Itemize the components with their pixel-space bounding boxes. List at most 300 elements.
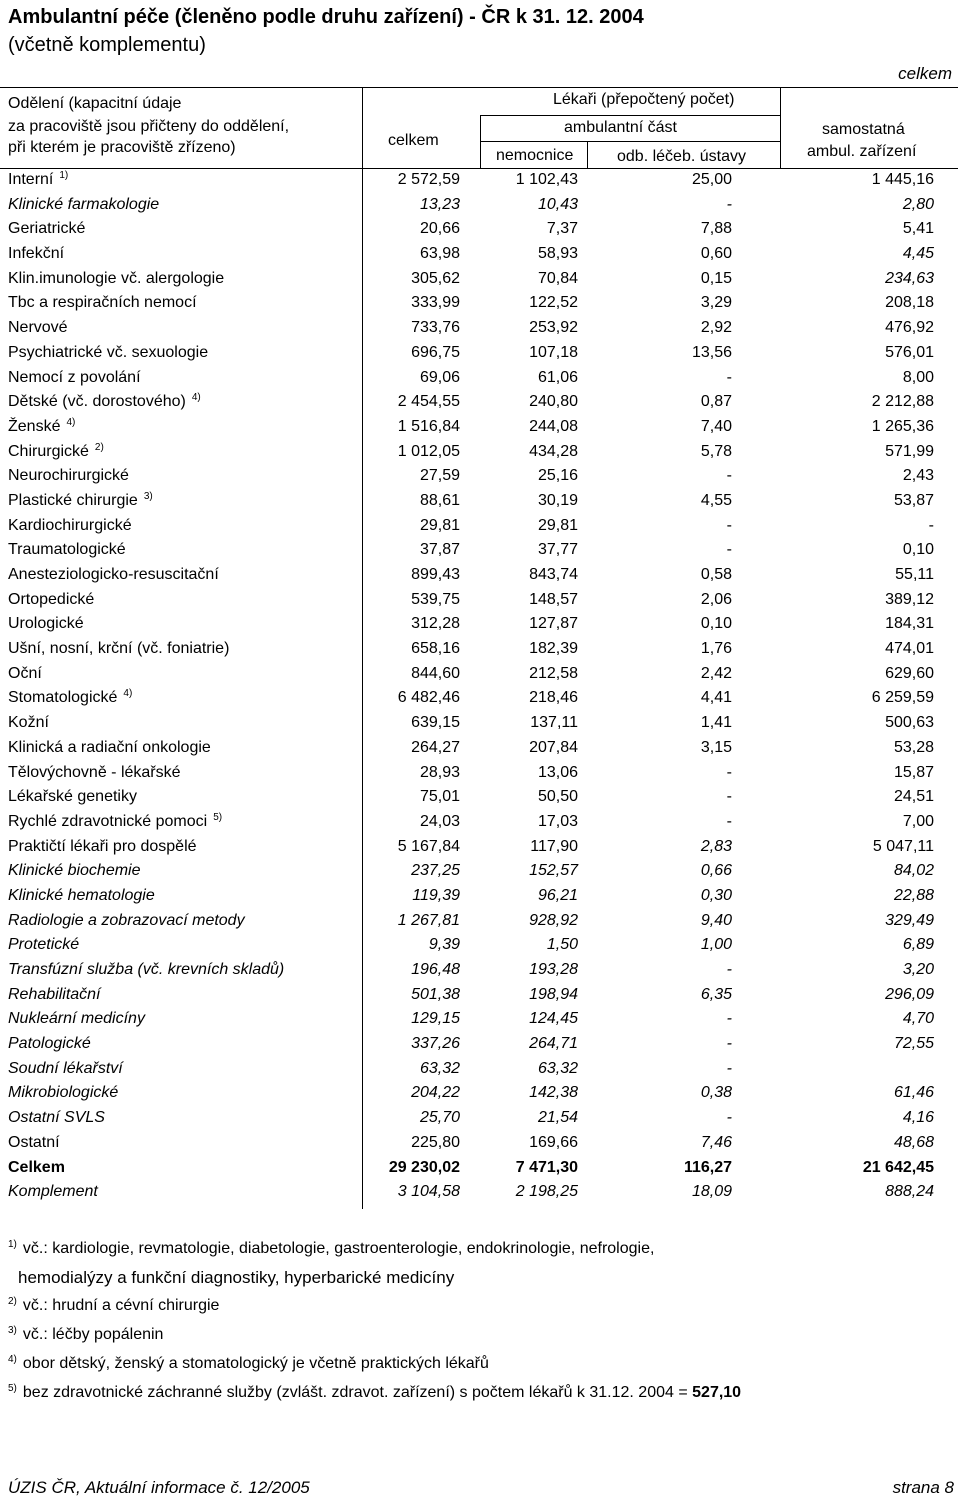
value-samostatna-ambul: 329,49 [885,911,934,929]
value-odb-leceb-ustavy: 4,41 [700,689,732,707]
value-celkem: 24,03 [419,812,460,830]
value-celkem: 37,87 [419,541,460,559]
row-label [8,591,94,609]
value-celkem: 204,22 [411,1084,460,1102]
row-label-text: Anesteziologicko-resuscitační [8,566,219,583]
value-odb-leceb-ustavy: 0,30 [700,886,732,904]
row-label-text: Praktičtí lékaři pro dospělé [8,837,197,855]
footnote-5-value: 527,10 [692,1384,742,1401]
value-nemocnice: 50,50 [537,788,578,806]
table-row [0,440,960,465]
row-label [8,1084,118,1102]
row-label-text: Plastické chirurgie [8,491,138,509]
value-celkem: 75,01 [419,788,460,806]
value-celkem: 196,48 [411,961,460,978]
value-samostatna-ambul: 2,43 [902,467,934,485]
value-odb-leceb-ustavy: - [726,1059,732,1077]
table-row [0,884,960,909]
footnote-1 [8,1240,654,1258]
value-nemocnice: 124,45 [529,1010,578,1028]
footnote-1-text: vč.: kardiologie, revmatologie, diabetologie, gastroenterologie, endokrinologie, nefrologie, [22,1240,655,1257]
value-celkem: 333,99 [411,294,460,312]
value-celkem: 844,60 [411,664,460,682]
row-label [8,220,85,238]
row-label-text: Interní [8,171,54,188]
table-row [0,859,960,884]
value-samostatna-ambul: 5 047,11 [872,837,934,855]
row-label [8,492,153,510]
row-label [8,1035,91,1053]
value-nemocnice: 137,11 [530,714,578,732]
footnote-3-text: vč.: léčby popálenin [22,1326,164,1343]
table-row [0,316,960,341]
row-label-text: Nemocí z povolání [8,368,141,386]
footnote-2-marker: 2) [8,1296,17,1307]
value-odb-leceb-ustavy: 2,92 [700,319,732,337]
value-celkem: 69,06 [419,368,460,386]
table-row [0,909,960,934]
value-odb-leceb-ustavy: 9,40 [700,911,732,929]
value-nemocnice: 37,77 [537,541,578,559]
row-label-text: Celkem [8,1158,65,1176]
value-celkem: 225,80 [411,1133,460,1151]
value-samostatna-ambul: 2,80 [902,195,934,213]
value-samostatna-ambul: 476,92 [885,319,934,337]
row-label [8,764,181,782]
table-row [0,686,960,711]
value-odb-leceb-ustavy: 6,35 [700,985,732,1003]
table-row [0,1180,960,1205]
footnote-5-text: bez zdravotnické záchranné služby (zvlášt. zdravot. zařízení) s počtem lékařů k 31.12. 2004 = [22,1384,688,1401]
value-samostatna-ambul: 5,41 [902,220,934,238]
row-label-text: Patologické [8,1035,91,1053]
row-label [8,862,141,880]
table-row [0,637,960,662]
table-row [0,464,960,489]
row-label-text: Klinické hematologie [8,886,155,904]
value-samostatna-ambul: 1 265,36 [871,417,934,435]
value-odb-leceb-ustavy: 0,87 [700,393,732,411]
value-samostatna-ambul: 15,87 [893,763,934,781]
footnote-marker: 5) [213,811,223,823]
value-samostatna-ambul: 53,87 [893,491,934,509]
row-label-text: Neurochirurgické [8,467,129,485]
table-row [0,267,960,292]
value-nemocnice: 7 471,30 [515,1158,578,1176]
row-label [8,443,104,461]
value-celkem: 6 482,46 [397,689,460,707]
value-celkem: 13,23 [419,195,460,213]
row-label-text: Kožní [8,714,49,732]
value-odb-leceb-ustavy: 4,55 [700,491,732,509]
value-samostatna-ambul: 8,00 [902,368,934,386]
value-nemocnice: 63,32 [537,1059,578,1077]
row-label [8,1010,145,1028]
value-nemocnice: 1 102,43 [515,171,578,188]
row-label-text: Mikrobiologické [8,1084,119,1102]
row-label-text: Ženské [8,417,61,435]
row-label [8,294,197,312]
row-label-text: Chirurgické [8,442,89,460]
row-label-text: Radiologie a zobrazovací metody [8,911,245,929]
value-celkem: 696,75 [411,343,460,361]
value-nemocnice: 107,18 [529,343,578,361]
row-label-text: Stomatologické [8,689,118,707]
table-row [0,933,960,958]
footer-source: ÚZIS ČR, Aktuální informace č. 12/2005 [8,1478,310,1497]
value-celkem: 1 267,81 [397,911,460,929]
value-odb-leceb-ustavy: 0,38 [700,1084,732,1102]
value-odb-leceb-ustavy: 1,41 [700,714,732,732]
header-odb-leceb: odb. léčeb. ústavy [617,148,746,165]
value-odb-leceb-ustavy: 18,09 [691,1183,732,1201]
value-samostatna-ambul: 389,12 [885,590,934,608]
value-odb-leceb-ustavy: - [726,368,732,386]
value-odb-leceb-ustavy: 2,83 [700,837,732,855]
row-label-text: Klinické biochemie [8,862,141,880]
footnote-5 [8,1384,741,1402]
value-odb-leceb-ustavy: - [726,961,732,978]
value-odb-leceb-ustavy: 1,00 [700,936,732,954]
footnote-3 [8,1326,163,1344]
value-nemocnice: 169,66 [529,1133,578,1151]
value-samostatna-ambul: 888,24 [885,1183,934,1201]
value-odb-leceb-ustavy: 0,10 [700,615,732,633]
value-samostatna-ambul: 0,10 [902,541,934,559]
table-row [0,291,960,316]
footnote-4-marker: 4) [8,1354,17,1365]
value-celkem: 312,28 [411,615,460,633]
value-nemocnice: 218,46 [529,689,578,707]
footnote-marker: 4) [123,688,133,700]
row-label [8,1159,65,1177]
header-ambulantni-cast: ambulantní část [564,119,677,136]
value-nemocnice: 843,74 [529,566,578,583]
row-label [8,665,42,683]
header-celkem: celkem [388,132,439,149]
ambulantni-rule [480,141,780,142]
row-label-text: Ostatní [8,1133,60,1151]
value-celkem: 29 230,02 [388,1158,460,1176]
header-col0-line3: při kterém je pracoviště zřízeno) [8,139,236,156]
table-row [0,193,960,218]
value-nemocnice: 434,28 [529,442,578,460]
value-samostatna-ambul: 4,16 [902,1109,934,1127]
value-odb-leceb-ustavy: 1,76 [700,640,732,658]
table-row [0,711,960,736]
value-celkem: 733,76 [411,319,460,337]
table-row [0,588,960,613]
value-nemocnice: 182,39 [529,640,578,658]
row-label [8,615,84,633]
value-odb-leceb-ustavy: - [726,1010,732,1028]
row-label-text: Ortopedické [8,590,95,608]
value-samostatna-ambul: 629,60 [885,664,934,682]
value-samostatna-ambul: 4,45 [902,245,934,263]
value-nemocnice: 928,92 [529,911,578,929]
table-row [0,341,960,366]
value-celkem: 5 167,84 [397,837,460,855]
row-label [8,245,64,263]
value-samostatna-ambul: - [928,516,934,534]
value-celkem: 63,98 [419,245,460,263]
value-odb-leceb-ustavy: 7,40 [700,417,732,435]
value-odb-leceb-ustavy: 3,29 [700,294,732,312]
row-label [8,887,155,905]
value-celkem: 2 454,55 [397,393,460,411]
value-samostatna-ambul: 7,00 [902,812,934,830]
value-odb-leceb-ustavy: - [726,1035,732,1053]
value-celkem: 3 104,58 [397,1183,460,1201]
value-nemocnice: 253,92 [529,319,578,337]
value-samostatna-ambul: 1 445,16 [871,171,934,188]
table-row [0,810,960,835]
row-label-text: Protetické [8,936,80,954]
value-celkem: 337,26 [411,1035,460,1053]
value-odb-leceb-ustavy: 25,00 [691,171,732,188]
value-celkem: 25,70 [419,1109,460,1127]
value-celkem: 899,43 [411,566,460,583]
value-odb-leceb-ustavy: - [726,763,732,781]
row-label [8,640,229,658]
row-label [8,1183,98,1201]
table-row [0,958,960,983]
value-odb-leceb-ustavy: - [726,812,732,830]
value-samostatna-ambul: 571,99 [885,442,934,460]
footnote-5-marker: 5) [8,1383,17,1394]
value-nemocnice: 70,84 [537,269,578,287]
value-celkem: 237,25 [411,862,460,880]
page-subtitle: (včetně komplementu) [8,34,206,56]
value-samostatna-ambul: 6,89 [902,936,934,954]
row-label-text: Dětské (vč. dorostového) [8,393,186,411]
value-nemocnice: 58,93 [537,245,578,263]
footer-page-number: strana 8 [892,1478,954,1497]
row-label [8,541,126,559]
table-row [0,242,960,267]
value-odb-leceb-ustavy: 7,88 [700,220,732,238]
row-label [8,838,197,856]
table-row [0,1081,960,1106]
row-label-text: Klin.imunologie vč. alergologie [8,269,225,287]
header-col0-line1: Odělení (kapacitní údaje [8,95,182,112]
value-celkem: 119,39 [412,886,460,904]
col-divider-2 [480,115,481,168]
row-label-text: Lékařské genetiky [8,788,137,806]
table-row [0,761,960,786]
value-odb-leceb-ustavy: - [726,1109,732,1127]
row-label [8,196,159,214]
value-samostatna-ambul: 53,28 [893,738,934,756]
value-odb-leceb-ustavy: 3,15 [700,738,732,756]
row-label [8,714,49,732]
table-row [0,835,960,860]
row-label-text: Traumatologické [8,541,126,559]
header-top-rule [0,87,958,88]
header-ambul-zarizeni: ambul. zařízení [807,143,917,160]
value-nemocnice: 122,52 [529,294,578,312]
table-row [0,1032,960,1057]
value-celkem: 501,38 [411,985,460,1003]
value-celkem: 658,16 [411,640,460,658]
value-samostatna-ambul: 184,31 [885,615,934,633]
col-divider-4 [780,87,781,168]
table-row [0,538,960,563]
value-odb-leceb-ustavy: 0,60 [700,245,732,263]
value-celkem: 129,15 [411,1010,460,1028]
footnote-4 [8,1355,489,1373]
value-nemocnice: 212,58 [529,664,578,682]
row-label [8,369,141,387]
row-label [8,813,222,831]
row-label-text: Ostatní SVLS [8,1109,105,1127]
value-samostatna-ambul: 84,02 [893,862,934,880]
value-odb-leceb-ustavy: - [726,195,732,213]
value-nemocnice: 10,43 [537,195,578,213]
header-celkem-italic: celkem [898,64,952,83]
value-odb-leceb-ustavy: 13,56 [691,343,732,361]
value-samostatna-ambul: 6 259,59 [871,689,934,707]
header-col0-line2: za pracoviště jsou přičteny do oddělení, [8,118,290,135]
value-odb-leceb-ustavy: 116,27 [683,1158,732,1176]
table-row [0,612,960,637]
row-label-text: Soudní lékařství [8,1059,123,1077]
value-nemocnice: 61,06 [537,368,578,386]
value-odb-leceb-ustavy: 0,58 [700,566,732,583]
table-row [0,1131,960,1156]
table-row [0,1106,960,1131]
row-label-text: Ušní, nosní, krční (vč. foniatrie) [8,640,230,658]
header-samostatna: samostatná [822,121,905,138]
value-samostatna-ambul: 208,18 [885,294,934,312]
row-label [8,270,224,288]
value-nemocnice: 7,37 [546,220,578,238]
value-odb-leceb-ustavy: - [726,516,732,534]
value-nemocnice: 244,08 [529,417,578,435]
row-label [8,1109,105,1127]
value-celkem: 1 516,84 [397,417,460,435]
row-label-text: Tělovýchovně - lékařské [8,763,181,781]
value-nemocnice: 240,80 [529,393,578,411]
value-nemocnice: 264,71 [529,1035,578,1053]
value-nemocnice: 17,03 [537,812,578,830]
value-samostatna-ambul: 4,70 [902,1010,934,1028]
row-label-text: Komplement [8,1183,98,1201]
footnote-1-marker: 1) [8,1239,17,1250]
row-label-text: Klinická a radiační onkologie [8,738,211,756]
value-celkem: 27,59 [419,467,460,485]
value-celkem: 264,27 [411,738,460,756]
table-row [0,514,960,539]
row-label-text: Nervové [8,319,68,337]
row-label-text: Oční [8,664,42,682]
value-samostatna-ambul: 576,01 [885,343,934,361]
value-nemocnice: 142,38 [529,1084,578,1102]
footnote-marker: 1) [59,170,69,181]
value-nemocnice: 29,81 [537,516,578,534]
value-celkem: 29,81 [419,516,460,534]
value-celkem: 9,39 [428,936,460,954]
table-row [0,415,960,440]
footnote-marker: 3) [143,490,153,502]
row-label-text: Klinické farmakologie [8,195,160,213]
table-row [0,1007,960,1032]
row-label [8,566,219,584]
value-samostatna-ambul: 296,09 [885,985,934,1003]
value-odb-leceb-ustavy: - [726,541,732,559]
table-row [0,1156,960,1181]
value-celkem: 539,75 [411,590,460,608]
row-label [8,986,101,1004]
value-nemocnice: 198,94 [529,985,578,1003]
value-odb-leceb-ustavy: 0,15 [700,269,732,287]
header-lekari: Lékaři (přepočtený počet) [553,91,735,108]
value-samostatna-ambul: 3,20 [902,961,934,978]
footnote-marker: 4) [66,416,76,428]
value-nemocnice: 1,50 [546,936,578,954]
footnote-3-marker: 3) [8,1325,17,1336]
table-row [0,1057,960,1082]
row-label-text: Nukleární medicíny [8,1010,145,1028]
row-label-text: Rehabilitační [8,985,101,1003]
value-nemocnice: 30,19 [537,491,578,509]
value-samostatna-ambul: 234,63 [885,269,934,287]
row-label [8,517,132,535]
value-samostatna-ambul: 474,01 [885,640,934,658]
row-label [8,961,284,979]
value-samostatna-ambul: 21 642,45 [862,1158,934,1176]
footnote-marker: 4) [191,392,201,404]
row-label-text: Urologické [8,615,84,633]
row-label-text: Tbc a respiračních nemocí [8,294,197,312]
value-nemocnice: 193,28 [529,961,578,978]
value-odb-leceb-ustavy: 5,78 [700,442,732,460]
table-row [0,217,960,242]
table-row [0,563,960,588]
footnote-marker: 2) [94,441,104,453]
value-nemocnice: 207,84 [529,738,578,756]
col-divider-3 [587,141,588,168]
table-row [0,489,960,514]
row-label-text: Psychiatrické vč. sexuologie [8,343,209,361]
row-label [8,689,132,707]
value-odb-leceb-ustavy: 7,46 [700,1133,732,1151]
value-samostatna-ambul: 500,63 [885,714,934,732]
row-label-text: Kardiochirurgické [8,516,132,534]
row-label-text: Transfúzní služba (vč. krevních skladů) [8,961,285,978]
value-celkem: 2 572,59 [397,171,460,188]
value-nemocnice: 2 198,25 [515,1183,578,1201]
value-celkem: 28,93 [419,763,460,781]
row-label [8,418,75,436]
footnote-2-text: vč.: hrudní a cévní chirurgie [22,1297,220,1314]
row-label [8,1134,60,1152]
table-row [0,736,960,761]
value-nemocnice: 152,57 [529,862,578,880]
table-row [0,168,960,193]
row-label [8,936,79,954]
row-label [8,171,68,189]
footnote-4-text: obor dětský, ženský a stomatologický je včetně praktických lékařů [22,1355,489,1372]
value-celkem: 63,32 [419,1059,460,1077]
value-samostatna-ambul: 2 212,88 [871,393,934,411]
row-label-text: Geriatrické [8,220,86,238]
value-samostatna-ambul: 48,68 [893,1133,934,1151]
row-label [8,393,201,411]
value-samostatna-ambul: 61,46 [893,1084,934,1102]
value-odb-leceb-ustavy: 2,42 [700,664,732,682]
value-celkem: 305,62 [411,269,460,287]
